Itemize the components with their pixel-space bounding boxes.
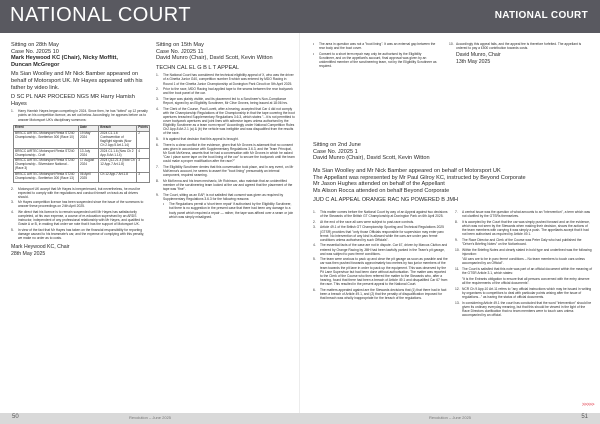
column-3 — [313, 42, 437, 69]
table-cell: BRSCC AIRTEC Motorsport Fiesta ST240 Championship - Snetterton 300 (Race 13) — [14, 172, 79, 182]
case-meta-line: Case No. J2025 1 — [313, 148, 358, 155]
numbered-paragraph: 1. The National Court has considered the technical eligibility appeal of X, who was the driver of a Ginetta Junior G40, competition number 5 which was entered by MDO Racing in Round 1 of the Ginetta Junior Championship at Donington Park Circuit on 5th April 2025. — [156, 73, 294, 86]
numbered-paragraph: 5. The team were anxious to pack up and clear the pit garage as soon as possible and the car was then pushed forwards approximately two metres by two junior members of the team towards the pit lane in order to pack up the equipment. This was observed by the Pit Lane Supervisor but had been done without authorisation. The matter was reported to the Clerk of the Course who then referred the matter to the Stewards who, after a hearing, found that there had been a breach of Article 49.1 and disqualified Car 67 from the race. This resulted in the present appeal to the National Court. — [313, 257, 448, 286]
table-header: Date — [78, 125, 98, 131]
appearances-block — [313, 168, 593, 204]
column-5 — [455, 210, 593, 319]
case-heading: JUD C AL APPEAL ORANGE RAC NG POWERED B JMH — [313, 197, 459, 204]
table-cell: BRSCC AIRTEC Motorsport Fiesta ST240 Championship - Croft — [14, 149, 79, 159]
numbered-paragraph: 5. In view of the fact that Mr Hayes has taken on the financial responsibility for reporting damage caused to his teammate's car, and the expense of complying with this penalty, we make no order as to costs. — [11, 228, 145, 241]
table-header: Points — [138, 125, 148, 130]
column-3b — [449, 42, 590, 65]
page-title-left: NATIONAL COURT — [10, 4, 192, 26]
table-cell: BRSCC AIRTEC Motorsport Fiesta ST240 Championship - Snetterton 300 (Race 10) — [14, 131, 79, 149]
numbered-paragraph: 12. NCR Ch.9 App.10 Art.11 refers to "any official instructions which may be issued in writing by organisers to competitors to deal with particular points arising after the issue of regulations..." as having the status of official documents. — [455, 286, 592, 299]
numbered-paragraph: 2. Motorsport UK accept that Mr Hayes is inexperienced, but nevertheless, he must be expected to comply with the regulations and conduct himself on track as all drivers should. — [11, 186, 141, 199]
signature-name: Mark Heywood KC, Chair — [11, 244, 70, 251]
page-number-right: 51 — [581, 414, 588, 420]
numbered-paragraph: 13. In considering Article 49.1 the court has concluded that the word "intervention" should be given its ordinary everyday meaning, but that this should be viewed in the light of the Race Directors clarification that no team members were to touch cars unless accompanied by an official. — [455, 300, 592, 317]
numbered-paragraph: 11. The Court is satisfied that this note was part of an official document within the meaning of the GTSR Article 3.1, which states: — [455, 267, 593, 276]
signature-block — [11, 244, 149, 257]
numbered-paragraph: 3. Mr Hayes competition licence has been suspended since the issue of the summons to answer these proceedings on 24th April 2025. — [11, 200, 144, 209]
numbered-paragraph: 2. Prior to the race, MDO Racing had applied tape to the seams between the rear bodywork and the boot panel of the car. — [156, 87, 293, 96]
table-row — [14, 131, 150, 149]
table-cell: 2024 Q12.21.4 (Now Ch 12 App.7 Art.1.8) — [99, 158, 137, 172]
case-intro: Ms Sian Woolley and Mr Nick Bamber appeared on behalf of Motorsport UK. Mr Hayes appeared with his father by video link. — [11, 71, 143, 91]
page-number-left: 50 — [12, 414, 19, 420]
case-meta-line: Duncan McGregor — [11, 61, 60, 68]
numbered-paragraph: 4. The Clerk of the Course, Paul Lovett, after a hearing, accepted that Car 4 did not comply with the Championship Regulations of the Championship in that the tape covering the boot apertures breached Supplementary Regulations 3.6.3, which states "...it is not permitted to cover bodywork apertures and joint lines with adhesive tapes unless authorised by the Eligibility Scrutineer as a team norm report" Accordingly under National Competition Rules Ch2 App.8 Art.2.1 (a) & (b) the vehicle was ineligible and was disqualified from the results of the race. — [156, 106, 295, 136]
signature-block — [449, 52, 590, 65]
footer-right — [300, 413, 600, 424]
signature-date: 28th May 2025 — [11, 250, 46, 257]
case-meta-line: Sitting on 2nd June — [313, 142, 361, 148]
numbered-paragraph: 4. We direct that his licence is to remain suspended until Mr Hayes has satisfactorily completed, at his own expense, a course of re-education supervised by an ARDS instructor, independent of any professional relationship with Mr Hayes, and qualified to Grade A or B, in making that order we note that it has the support of Motorsport UK. — [11, 210, 144, 227]
numbered-paragraph: 5. It is against that decision that this appeal is brought. — [156, 137, 239, 142]
table-row — [14, 158, 150, 172]
bullet-point: • Consent to a short term repair may only be authorised by the Eligibility Scrutineer, and on the appellant's account, final approval was given by an unidentified member of the scrutineering team, not by the Eligibility Scrutineer as required. — [313, 51, 437, 68]
case-meta-line: David Munro (Chair), David Scott, Kevin Witton — [156, 55, 273, 62]
case-meta-line: David Munro (Chair), David Scott, Kevin Witton — [313, 155, 430, 162]
case-meta-line: Mark Heywood KC (Chair), Nicky Moffitt, — [11, 55, 118, 62]
bullet-point: • The area in question was not a "boot lining". It was an external gap between the rear body and the boot cover. — [313, 42, 436, 51]
numbered-paragraph: 10. Within the Briefing Notes and clearly stated in bold type and underlined was the following injunction: — [455, 247, 592, 256]
page-title-right: NATIONAL COURT — [494, 10, 588, 21]
page-spine — [299, 33, 300, 414]
signature-date: 13th May 2025 — [456, 58, 491, 65]
numbered-paragraph: 1. This matter comes before the National Court by way of an Appeal against two decisions of the Stewards of the British GT Championship at Donington Park on 6th April 2025. — [313, 210, 448, 219]
numbered-paragraph: 3. The tape was plainly visible, and its placement led to a Scrutineer's Non-Compliance Report, signed by an Eligibility Scrutineer, Mr Clive Groves, being issued at 18:06 hrs. — [156, 97, 288, 106]
appearance-line: Mr Jason Hughes attended on behalf of the Appellant — [313, 181, 445, 188]
case-heading: TECHN CAL EL G B L T APPEAL — [156, 64, 240, 71]
table-row — [14, 172, 150, 182]
column-2 — [156, 42, 295, 220]
table-cell: BRSCC AIRTEC Motorsport Fiesta ST240 Championship - Silverstone National - (Race 3) — [14, 158, 79, 172]
numbered-paragraph: 6. The matters appealed against are the Stewards decisions that (1) that there had in fact been a breach of Article 49.1, and (2) that the penalty of disqualification imposed for that breach was wholly inappropriate for the breach of the regulations. — [313, 287, 447, 300]
column-4 — [313, 142, 448, 162]
table-row — [14, 149, 150, 159]
appearance-line: The Appellant was represented by Mr Paul Gilroy KC, instructed by Beyond Corporate — [313, 174, 526, 181]
quotation: "All cars are to be in parc fermé conditions – No team members to touch cars unless accompanied by an Official". — [462, 257, 585, 266]
appearance-line: Ms Alison Rocca attended on behalf Beyond Corporate — [313, 187, 450, 194]
table-cell: 2 — [137, 131, 150, 149]
bullet-point: • The Regulations permit a 'short term repair' if authorised by the Eligibility Scrutineer, but there is no suggestion in the present case that there had been any damage to a body panel which required a repair — rather, the tape was affixed over a seam or join which was simply misaligned. — [163, 202, 294, 219]
case-heading: D SC PL NAR PROCEED NGS MR Harry Hamish Hayes — [11, 94, 135, 107]
table-cell: 4 — [137, 149, 150, 159]
signature-name: David Munro, Chair — [456, 52, 501, 59]
table-cell: 3 — [137, 158, 150, 172]
magazine-name-left: Revolution – June 2025 — [128, 415, 172, 420]
next-page-arrows: >>>>> — [581, 402, 594, 408]
numbered-paragraph: 7. The Eligibility Scrutineer denies that this conversation took place, and in any event, on Mr McKenna's account, he seems to assert the "boot lining" presumably an internal component, required seaming. — [156, 164, 294, 177]
numbered-paragraph: 8. Mr McKenna and his team mechanic, Mr Robinson, also maintain that an unidentified member of the scrutineering team looked at the car and agreed that the placement of the tape was "fine". — [156, 178, 293, 191]
numbered-paragraph: 4. The essential facts of the case are not in dispute. Car 67, driven by Marcus Clutton and entered by Orange Racing by JMH had been lawfully parked in the Team's pit garage, and was subject to parc fermé conditions. — [313, 243, 448, 256]
case-meta-line: Sitting on 28th May — [11, 42, 59, 48]
table-header: Event — [14, 125, 79, 131]
table-cell: 17 August 2024 — [78, 158, 98, 172]
table-cell: 19 May 2024 — [78, 131, 98, 149]
column-4-body — [313, 210, 448, 301]
numbered-paragraph: 7. A central issue was the question of what amounts to an "intervention", a term which was not clarified by the GTSRs themselves. — [455, 210, 591, 219]
case-meta-line: Sitting on 15th May — [156, 42, 204, 48]
quotation: "It is the Entrants obligation to ensure that all persons concerned with the entry observe all the requirements of the official documents". — [462, 276, 590, 285]
appearance-line: Ms Sian Woolley and Mr Nick Bamber appeared on behalf of Motorsport UK — [313, 168, 501, 174]
table-cell: Ch 12 App.7 Art.1.8 — [99, 172, 137, 182]
case-meta-line: Case No. J2025 10 — [11, 48, 59, 55]
case-meta-line: Case No. J2025 11 — [156, 48, 204, 55]
magazine-name-right: Revolution – June 2025 — [428, 415, 472, 420]
numbered-paragraph: 3. Article 49.1 of the British GT Championship Sporting and Technical Regulations 2025 (GTSR) provides that "only those Officials responsible for supervision may enter parc fermé. No intervention of any kind is allowed while the cars are under parc fermé conditions unless authorised by such Officials". — [313, 225, 444, 242]
page-header — [0, 0, 600, 33]
penalty-points-table — [13, 125, 150, 183]
table-cell: 2024 C1.1.6 (Now Ch 2 App.5 Art.1.14) — [99, 149, 137, 159]
column-1 — [11, 42, 149, 257]
table-cell: 2024 C1.1.6 Contravention of flag/light signals (Now Ch 2 App.5 Art.1.14) — [99, 131, 137, 149]
numbered-paragraph: 10. Accordingly this appeal fails, and the appeal fee is therefore forfeited. The appellant is ordered to pay a £500 contribution towards costs. — [449, 42, 582, 51]
numbered-paragraph: 9. The Race Director and Clerk of the Course was Peter Daly who had published the "Driver's Briefing Notes" on the Noticeboard. — [455, 237, 582, 246]
numbered-paragraph: 8. It is accepted by the Court that the car was simply pushed forward and on the evidence, which was not seen by the Stewards when making their decision, shows the actions of the team members with carrying it was simply a push. The appellants accept that it had not been authorised as required by Article 49.1. — [455, 219, 590, 237]
table-header: Breach — [99, 125, 137, 131]
table-cell: 3 — [137, 172, 150, 182]
footer-left — [0, 413, 300, 424]
numbered-paragraph: 6. There is a clear conflict in the evidence, given that Mr Groves is adamant that no consent was given in accordance with Supplementary Regulations 3.6.3, and the Team Principal, Mr Scott McKenna, asserts that he had a conversation with Mr Groves in which he asked "Can I place some tape on the boot lining of the car" to secure the bodywork until the team could make a proper modification after the race?" — [156, 142, 295, 164]
table-cell: 13 July 2024 — [78, 149, 98, 159]
numbered-paragraph: 9. The Court, sitting as an EAP, is not satisfied that consent was given as required by Supplementary Regulations 3.6.3 for the following reasons: — [156, 192, 284, 201]
numbered-paragraph: 2. At the end of the race all cars were subject to post-race controls. — [313, 219, 415, 224]
numbered-paragraph: 1. Harry Hamish Hayes began competing in 2024. Since then, he has "totted" up 12 penalty points on his competition licence, as set out below. Accordingly, he appears before us to answer Motorsport UK's disciplinary summons: — [11, 109, 148, 122]
table-cell: 06 April 2025 — [78, 172, 98, 182]
